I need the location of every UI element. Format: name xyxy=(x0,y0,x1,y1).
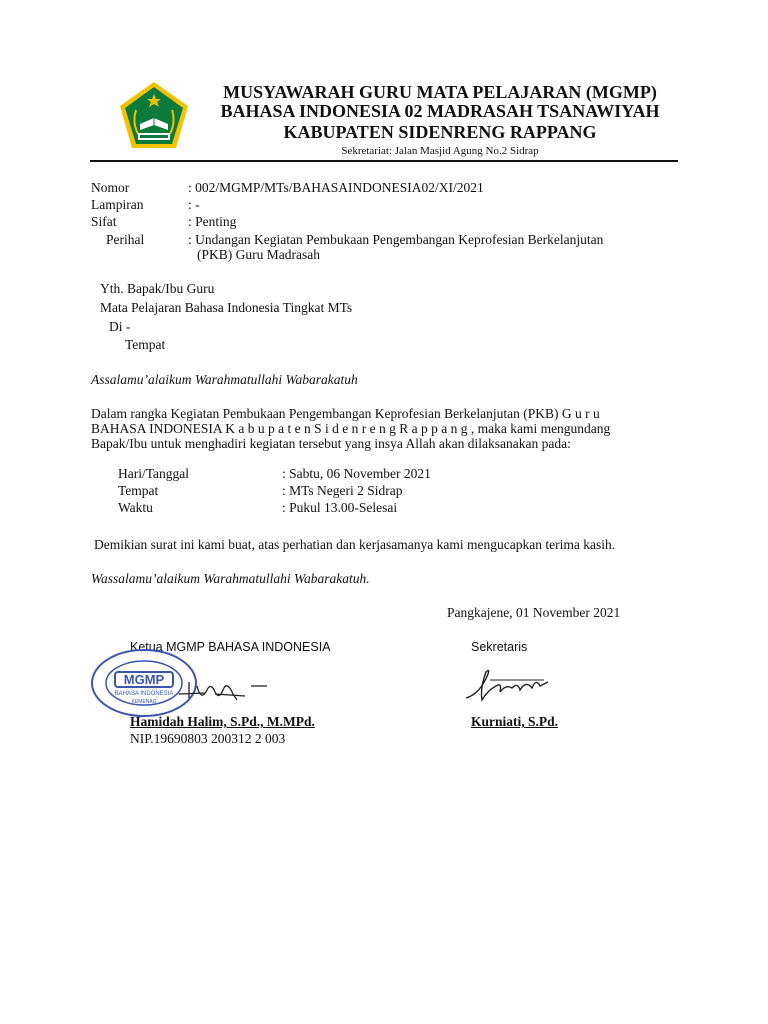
right-signature xyxy=(462,660,552,710)
left-signature xyxy=(175,672,270,708)
letterhead-line-3: KABUPATEN SIDENRENG RAPPANG xyxy=(283,122,597,142)
perihal-value-cont: (PKB) Guru Madrasah xyxy=(197,247,320,262)
detail-date-label: Hari/Tanggal xyxy=(118,466,190,481)
recipient-line-1: Yth. Bapak/Ibu Guru xyxy=(100,281,215,296)
perihal-value: : Undangan Kegiatan Pembukaan Pengembangan Keprofesian Berkelanjutan xyxy=(188,232,604,247)
greeting: Assalamu’alaikum Warahmatullahi Wabarakatuh xyxy=(91,372,358,387)
right-signatory-name: Kurniati, S.Pd. xyxy=(471,714,559,729)
recipient-line-3: Di - xyxy=(109,319,131,334)
place-date: Pangkajene, 01 November 2021 xyxy=(447,605,621,620)
body-line-3: Bapak/Ibu untuk menghadiri kegiatan tersebut yang insya Allah akan dilaksanakan pada: xyxy=(91,436,571,451)
left-signatory-title: Ketua MGMP BAHASA INDONESIA xyxy=(130,640,331,654)
detail-time-value: : Pukul 13.00-Selesai xyxy=(282,500,398,515)
perihal-label: Perihal xyxy=(106,232,145,247)
body-line-1: Dalam rangka Kegiatan Pembukaan Pengembangan Keprofesian Berkelanjutan (PKB) G u r u xyxy=(91,406,600,421)
letterhead-rule xyxy=(90,160,678,162)
nomor-value: : 002/MGMP/MTs/BAHASAINDONESIA02/XI/2021 xyxy=(188,180,484,195)
detail-time-label: Waktu xyxy=(118,500,153,515)
recipient-line-4: Tempat xyxy=(125,337,166,352)
body-line-2: BAHASA INDONESIA K a b u p a t e n S i d e n r e n g R a p p a n g , maka kami mengundang xyxy=(91,421,611,436)
stamp-small-text: KEMENAG xyxy=(131,699,157,705)
lampiran-value: : - xyxy=(188,197,200,212)
sifat-value: : Penting xyxy=(188,214,237,229)
right-signatory-title: Sekretaris xyxy=(471,640,528,654)
detail-place-value: : MTs Negeri 2 Sidrap xyxy=(282,483,403,498)
left-signatory-nip: NIP.19690803 200312 2 003 xyxy=(130,731,286,746)
left-signatory-name: Hamidah Halim, S.Pd., M.MPd. xyxy=(130,714,315,729)
stamp-center-text: MGMP xyxy=(123,672,165,687)
letterhead-line-2: BAHASA INDONESIA 02 MADRASAH TSANAWIYAH xyxy=(220,101,660,121)
farewell: Wassalamu’alaikum Warahmatullahi Wabarakatuh. xyxy=(91,571,370,586)
lampiran-label: Lampiran xyxy=(91,197,144,212)
closing-sentence: Demikian surat ini kami buat, atas perhatian dan kerjasamanya kami mengucapkan terima kasih. xyxy=(94,537,616,552)
stamp-sub-text: BAHASA INDONESIA xyxy=(114,691,174,697)
detail-place-label: Tempat xyxy=(118,483,159,498)
sifat-label: Sifat xyxy=(91,214,117,229)
detail-date-value: : Sabtu, 06 November 2021 xyxy=(282,466,431,481)
recipient-line-2: Mata Pelajaran Bahasa Indonesia Tingkat MTs xyxy=(100,300,353,315)
secretariat-address: Sekretariat: Jalan Masjid Agung No.2 Sidrap xyxy=(341,145,539,157)
nomor-label: Nomor xyxy=(91,180,130,195)
letterhead-line-1: MUSYAWARAH GURU MATA PELAJARAN (MGMP) xyxy=(223,82,657,102)
